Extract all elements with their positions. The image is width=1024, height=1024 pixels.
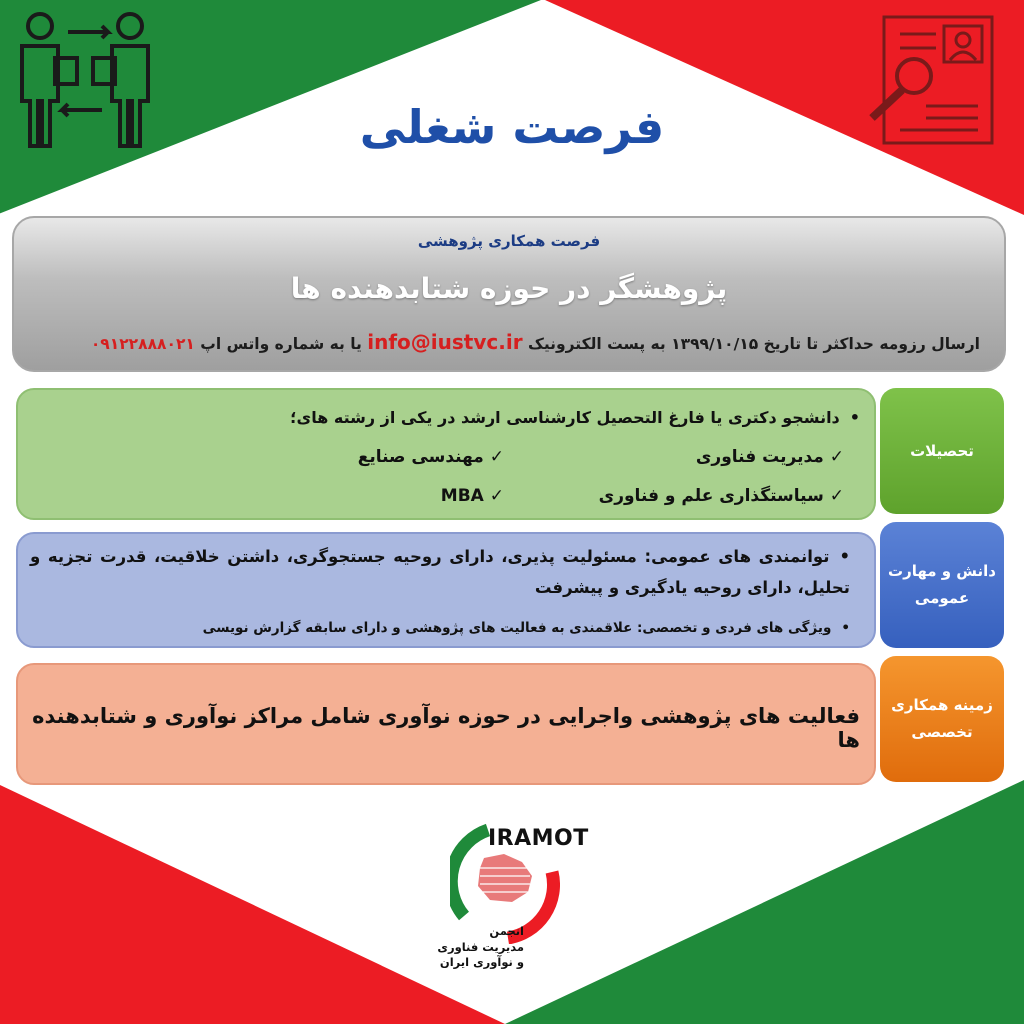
field-item: ✓ MBA (440, 486, 504, 506)
contact-prefix: ارسال رزومه حداکثر تا تاریخ ۱۳۹۹/۱۰/۱۵ به پست الکترونیک (527, 335, 980, 353)
specialty-text: فعالیت های پژوهشی واجرایی در حوزه نوآوری شامل مراکز نوآوری و شتابدهنده ها (32, 704, 860, 752)
check-icon: ✓ (489, 486, 504, 506)
contact-line (20, 330, 980, 354)
education-label: تحصیلات (880, 388, 1004, 514)
check-icon: ✓ (829, 447, 844, 467)
skills-general: • توانمندی های عمومی: مسئولیت پذیری، دارای روحیه جستجوگری، داشتن خلاقیت، قدرت تجزیه و تحلیل، دارای روحیه یادگیری و پیشرفت (30, 542, 850, 603)
contact-phone[interactable]: ۰۹۱۲۲۸۸۸۰۲۱ (90, 335, 195, 353)
position-title: پژوهشگر در حوزه شتابدهنده ها (290, 272, 728, 305)
skills-personal: • ویژگی های فردی و تخصصی: علاقمندی به فعالیت های پژوهشی و دارای سابقه گزارش نویسی (30, 620, 850, 636)
logo-subtitle: انجمن مدیریت فناوری و نوآوری ایران (437, 924, 524, 970)
field-item: ✓ مهندسی صنایع (357, 447, 504, 467)
page-title: فرصت شغلی (359, 100, 665, 154)
check-icon: ✓ (829, 486, 844, 506)
specialty-label: زمینه همکاری تخصصی (880, 656, 1004, 782)
skills-label: دانش و مهارت عمومی (880, 522, 1004, 648)
field-item: ✓ مدیریت فناوری (695, 447, 844, 467)
opportunity-subtitle: فرصت همکاری پژوهشی (417, 232, 601, 250)
contact-mid: یا به شماره واتس اپ (200, 335, 362, 353)
logo-name: IRAMOT (488, 826, 589, 851)
field-item: ✓ سیاستگذاری علم و فناوری (598, 486, 844, 506)
education-intro: • دانشجو دکتری یا فارغ التحصیل کارشناسی ارشد در یکی از رشته های؛ (30, 408, 860, 427)
check-icon: ✓ (489, 447, 504, 467)
contact-email[interactable]: info@iustvc.ir (367, 330, 523, 354)
